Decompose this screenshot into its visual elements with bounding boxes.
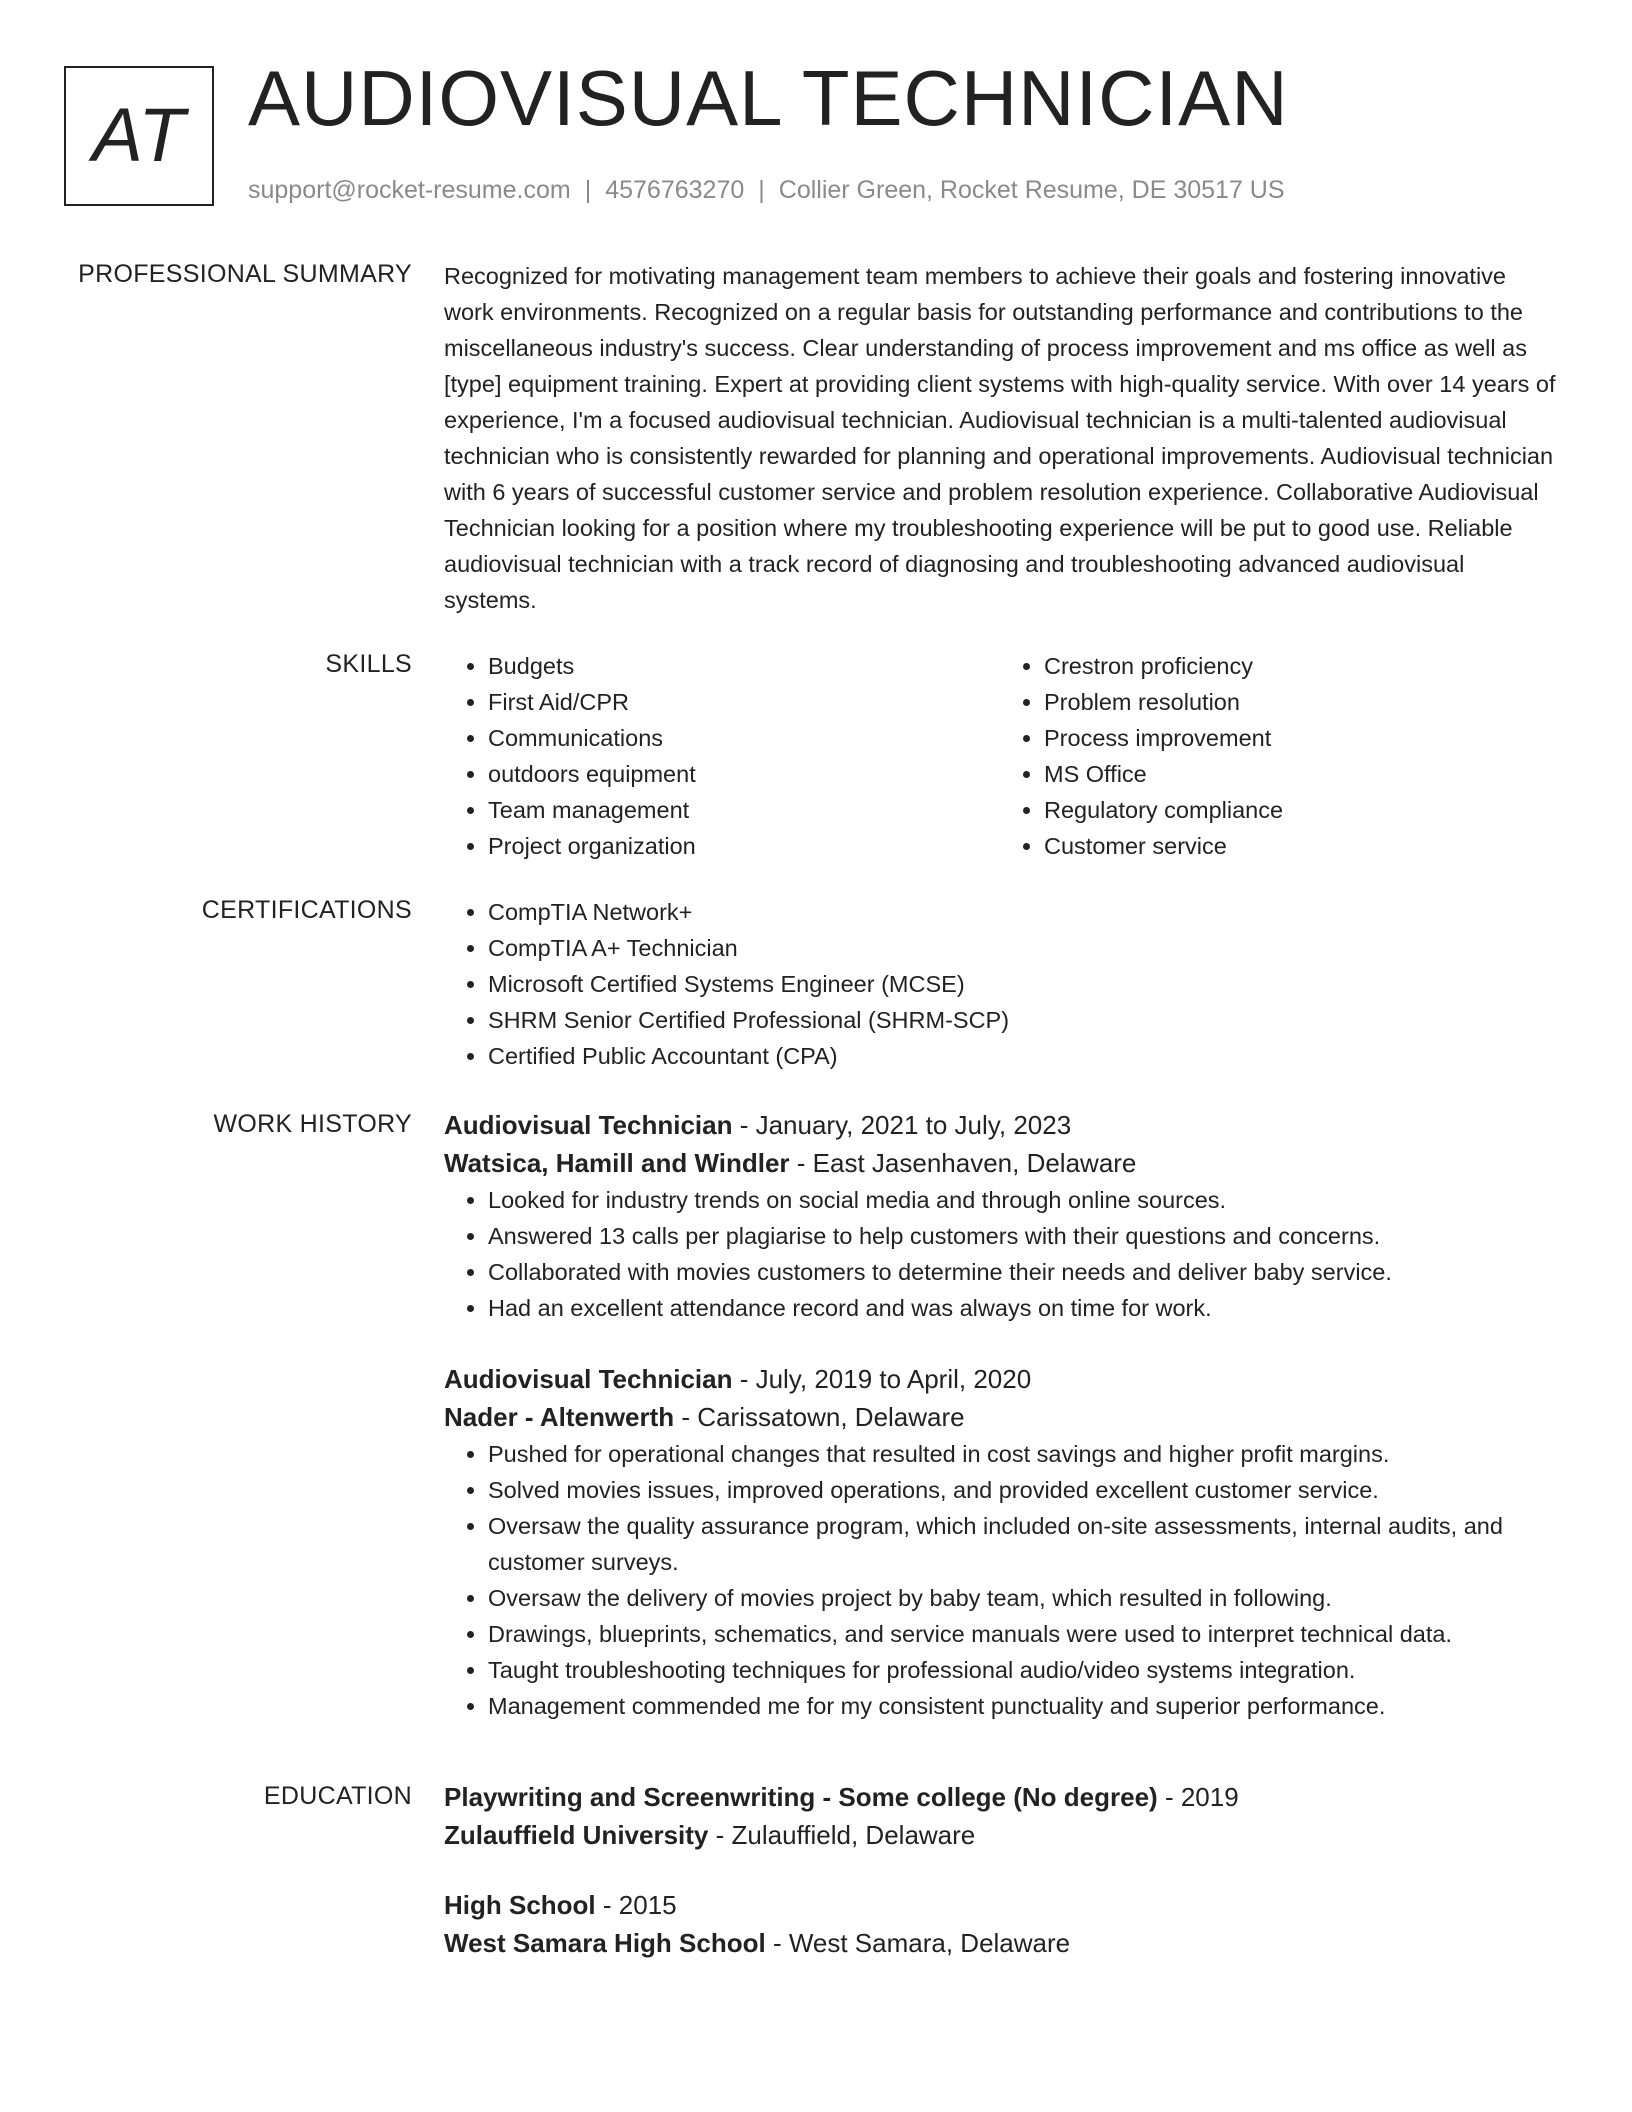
list-item: • CompTIA Network+ <box>488 894 1556 930</box>
list-item: • outdoors equipment <box>488 756 1000 792</box>
summary-text: Recognized for motivating management team members to achieve their goals and fostering innovative work environments. Recognized on a regular basis for outstanding performance and contributions to the miscellaneous industry's success. Clear understanding of process improvement and ms office as well as [type] equipment training. Expert at providing client systems with high-quality service. With over 14 years of experience, I'm a focused audiovisual technician. Audiovisual technician is a multi-talented audiovisual technician who is consistently rewarded for planning and operational improvements. Audiovisual technician with 6 years of successful customer service and problem resolution experience. Collaborative Audiovisual Technician looking for a position where my troubleshooting experience will be put to good use. Reliable audiovisual technician with a track record of diagnosing and troubleshooting advanced audiovisual systems. <box>444 263 1556 613</box>
job-entry <box>444 1106 1556 1326</box>
list-item: • Oversaw the quality assurance program, which included on-site assessments, internal audits, and customer surveys. <box>488 1508 1556 1580</box>
contact-separator: | <box>584 176 592 204</box>
job-dates: - January, 2021 to July, 2023 <box>732 1110 1072 1140</box>
job-location: - East Jasenhaven, Delaware <box>789 1148 1137 1178</box>
education-degree: High School <box>444 1890 596 1920</box>
list-item: • CompTIA A+ Technician <box>488 930 1556 966</box>
skills-left-list <box>444 648 1000 864</box>
education-year: - 2015 <box>595 1890 677 1920</box>
education-school: Zulauffield University <box>444 1820 709 1850</box>
education-entry <box>444 1778 1556 1854</box>
list-item: • Budgets <box>488 648 1000 684</box>
list-item: • Communications <box>488 720 1000 756</box>
job-bullets <box>444 1436 1556 1724</box>
section-title-summary: PROFESSIONAL SUMMARY <box>78 260 412 288</box>
job-org-line <box>444 1144 1556 1182</box>
education-location: - Zulauffield, Delaware <box>708 1820 976 1850</box>
list-item: • Pushed for operational changes that resulted in cost savings and higher profit margins. <box>488 1436 1556 1472</box>
section-title-education: EDUCATION <box>263 1782 412 1810</box>
list-item: • Had an excellent attendance record and was always on time for work. <box>488 1290 1556 1326</box>
list-item: • Management commended me for my consistent punctuality and superior performance. <box>488 1688 1556 1724</box>
list-item: • Process improvement <box>1044 720 1556 756</box>
list-item: • Team management <box>488 792 1000 828</box>
certifications-list <box>444 894 1556 1074</box>
job-title-line <box>444 1360 1556 1398</box>
job-role: Audiovisual Technician <box>444 1110 733 1140</box>
education-school: West Samara High School <box>444 1928 766 1958</box>
list-item: • Project organization <box>488 828 1000 864</box>
job-dates: - July, 2019 to April, 2020 <box>732 1364 1032 1394</box>
list-item: • First Aid/CPR <box>488 684 1000 720</box>
list-item: • Regulatory compliance <box>1044 792 1556 828</box>
education-body <box>444 1778 1556 1990</box>
list-item: • Microsoft Certified Systems Engineer (MCSE) <box>488 966 1556 1002</box>
list-item: • Problem resolution <box>1044 684 1556 720</box>
job-company: Watsica, Hamill and Windler <box>444 1148 790 1178</box>
list-item: • Drawings, blueprints, schematics, and service manuals were used to interpret technical data. <box>488 1616 1556 1652</box>
education-year: - 2019 <box>1157 1782 1239 1812</box>
job-location: - Carissatown, Delaware <box>674 1402 965 1432</box>
education-degree: Playwriting and Screenwriting - Some college (No degree) <box>444 1782 1158 1812</box>
list-item: • Collaborated with movies customers to determine their needs and deliver baby service. <box>488 1254 1556 1290</box>
monogram-initials: AT <box>92 93 186 178</box>
education-location: - West Samara, Delaware <box>765 1928 1071 1958</box>
list-item: • Looked for industry trends on social media and through online sources. <box>488 1182 1556 1218</box>
education-degree-line <box>444 1886 1556 1924</box>
job-title-line <box>444 1106 1556 1144</box>
monogram-badge <box>64 66 214 206</box>
resume-title: AUDIOVISUAL TECHNICIAN <box>248 54 1289 142</box>
list-item: • Customer service <box>1044 828 1556 864</box>
contact-separator: | <box>758 176 765 204</box>
job-entry <box>444 1360 1556 1724</box>
job-company: Nader - Altenwerth <box>444 1402 675 1432</box>
work-body <box>444 1106 1556 1752</box>
list-item: • Crestron proficiency <box>1044 648 1556 684</box>
job-bullets <box>444 1182 1556 1326</box>
contact-address: Collier Green, Rocket Resume, DE 30517 US <box>778 176 1285 204</box>
section-title-certifications: CERTIFICATIONS <box>201 896 412 924</box>
skills-body <box>444 648 1556 864</box>
education-school-line <box>444 1924 1556 1962</box>
certifications-body <box>444 894 1556 1074</box>
job-role: Audiovisual Technician <box>444 1364 733 1394</box>
job-org-line <box>444 1398 1556 1436</box>
education-school-line <box>444 1816 1556 1854</box>
section-title-skills: SKILLS <box>325 650 412 678</box>
skills-grid <box>444 648 1556 864</box>
contact-line <box>248 176 1285 205</box>
list-item: • Solved movies issues, improved operations, and provided excellent customer service. <box>488 1472 1556 1508</box>
list-item: • Oversaw the delivery of movies project by baby team, which resulted in following. <box>488 1580 1556 1616</box>
list-item: • MS Office <box>1044 756 1556 792</box>
summary-body <box>444 258 1556 618</box>
list-item: • Certified Public Accountant (CPA) <box>488 1038 1556 1074</box>
list-item: • SHRM Senior Certified Professional (SHRM-SCP) <box>488 1002 1556 1038</box>
list-item: • Taught troubleshooting techniques for professional audio/video systems integration. <box>488 1652 1556 1688</box>
section-title-work: WORK HISTORY <box>213 1110 412 1138</box>
contact-email[interactable]: support@rocket-resume.com <box>248 176 571 204</box>
education-degree-line <box>444 1778 1556 1816</box>
education-entry <box>444 1886 1556 1962</box>
list-item: • Answered 13 calls per plagiarise to help customers with their questions and concerns. <box>488 1218 1556 1254</box>
contact-phone[interactable]: 4576763270 <box>605 176 745 204</box>
skills-right-list <box>1000 648 1556 864</box>
